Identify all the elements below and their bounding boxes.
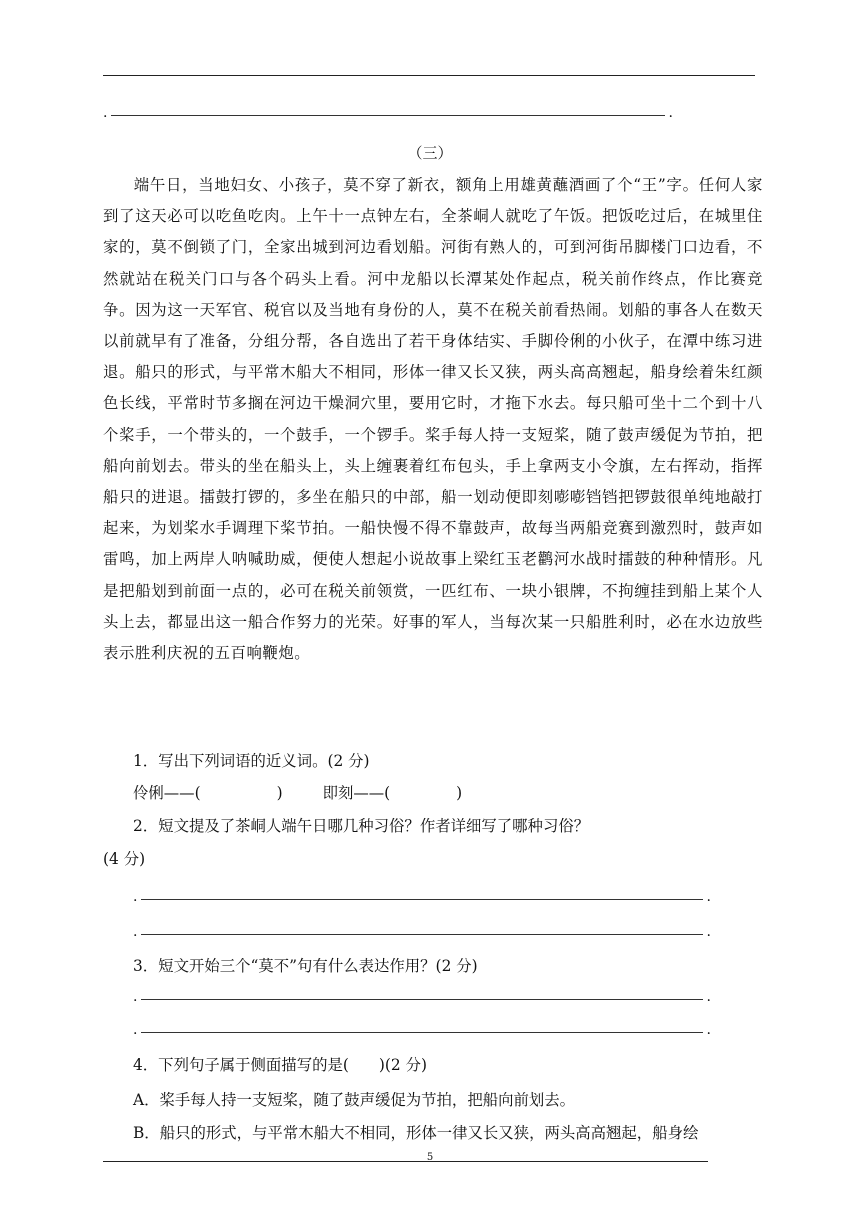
line-rule [141,899,703,900]
page-number: 5 [426,1152,434,1163]
line-dot-left: . [133,924,138,940]
line-dot-right: . [668,105,673,121]
line-dot-left: . [133,989,138,1005]
question-2-score: (4 分) [103,850,146,868]
question-1-blanks [133,781,462,805]
section-heading: （三） [407,144,453,162]
question-4-prompt [133,1053,427,1077]
q1-word1: 伶俐——( [133,784,201,802]
option-a: A．桨手每人持一支短桨，随了鼓声缓促为节拍，把船向前划去。 [133,1091,576,1109]
q1-word2: 即刻——( [322,784,391,802]
line-rule [141,934,703,935]
top-rule [103,75,755,76]
line-dot-left: . [133,889,138,905]
line-dot-right: . [706,924,711,940]
line-dot-right: . [706,889,711,905]
line-rule [141,999,703,1000]
q1-close2: ) [456,784,463,802]
footer-rule [103,1161,708,1162]
line-dot-left: . [103,105,108,121]
option-b: B．船只的形式，与平常木船大不相同，形体一律又长又狭，两头高高翘起，船身绘 [133,1124,699,1142]
line-dot-right: . [706,989,711,1005]
line-rule [141,1032,703,1033]
question-1-prompt: 1．写出下列词语的近义词。(2 分) [133,752,370,770]
line-dot-left: . [133,1022,138,1038]
q1-close1: ) [276,784,283,802]
question-3-prompt: 3．短文开始三个“莫不”句有什么表达作用？(2 分) [133,957,478,975]
reading-passage [103,170,763,669]
question-2-prompt: 2．短文提及了茶峒人端午日哪几种习俗？作者详细写了哪种习俗？ [133,817,590,835]
q4-prompt-before: 4．下列句子属于侧面描写的是( [133,1056,349,1074]
q4-prompt-after: )(2 分) [378,1056,427,1074]
line-dot-right: . [706,1022,711,1038]
line-rule [111,115,665,116]
passage-paragraph: 端午日，当地妇女、小孩子，莫不穿了新衣，额角上用雄黄蘸酒画了个“王”字。任何人家到了这天必可以吃鱼吃肉。上午十一点钟左右，全茶峒人就吃了午饭。把饭吃过后，在城里住家的，莫不倒锁了门，全家出城到河边看划船。河街有熟人的，可到河街吊脚楼门口边看，不然就站在税关门口与各个码头上看。河中龙船以长潭某处作起点，税关前作终点，作比赛竞争。因为这一天军官、税官以及当地有身份的人，莫不在税关前看热闹。划船的事各人在数天以前就早有了准备，分组分帮，各自选出了若干身体结实、手脚伶俐的小伙子，在潭中练习进退。船只的形式，与平常木船大不相同，形体一律又长又狭，两头高高翘起，船身绘着朱红颜色长线，平常时节多搁在河边干燥洞穴里，要用它时，才拖下水去。每只船可坐十二个到十八个桨手，一个带头的，一个鼓手，一个锣手。桨手每人持一支短桨，随了鼓声缓促为节拍，把船向前划去。带头的坐在船头上，头上缠裹着红布包头，手上拿两支小令旗，左右挥动，指挥船只的进退。擂鼓打锣的，多坐在船只的中部，船一划动便即刻嘭嘭铛铛把锣鼓很单纯地敲打起来，为划桨水手调理下桨节拍。一船快慢不得不靠鼓声，故每当两船竞赛到激烈时，鼓声如雷鸣，加上两岸人呐喊助威，便使人想起小说故事上梁红玉老鹳河水战时擂鼓的种种情形。凡是把船划到前面一点的，必可在税关前领赏，一匹红布、一块小银牌，不拘缠挂到船上某个人头上去，都显出这一船合作努力的光荣。好事的军人，当每次某一只船胜利时，必在水边放些表示胜利庆祝的五百响鞭炮。 [103,176,763,663]
